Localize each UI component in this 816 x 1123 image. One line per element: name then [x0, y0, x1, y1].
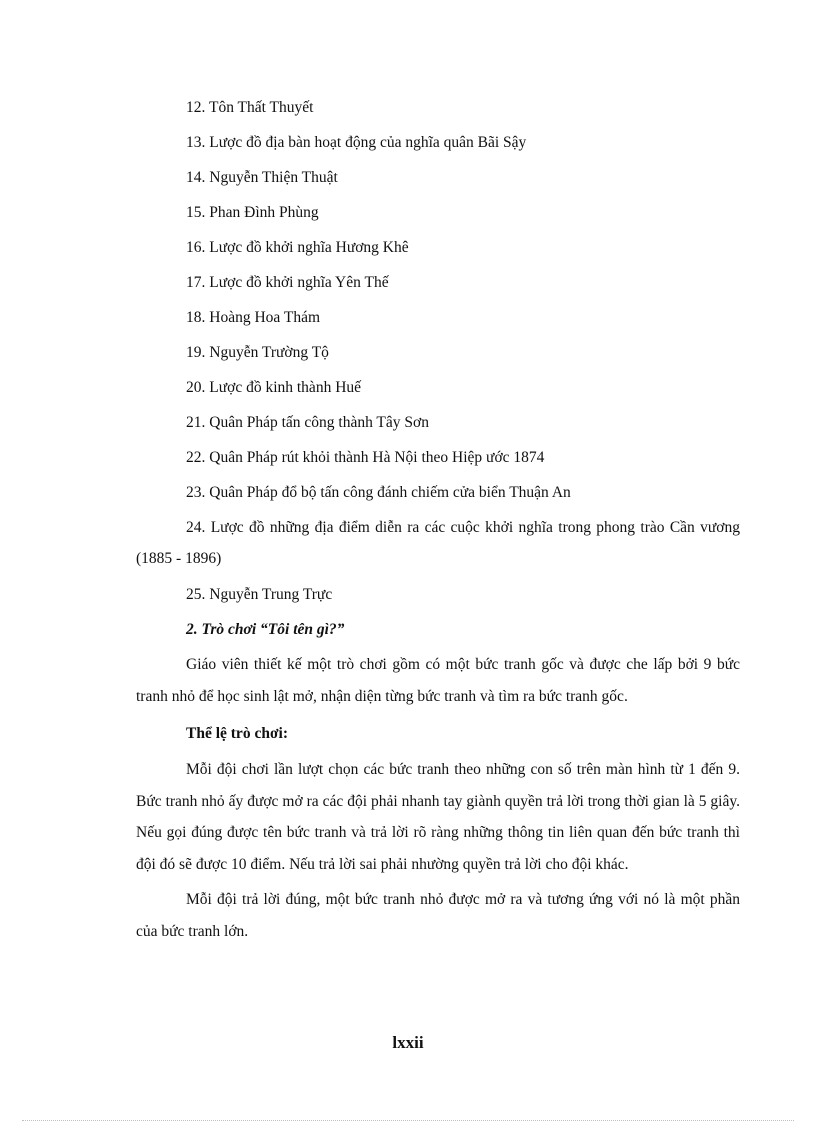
list-item: 13. Lược đồ địa bàn hoạt động của nghĩa quân Bãi Sậy — [186, 134, 527, 151]
rules-paragraph: Mỗi đội chơi lần lượt chọn các bức tranh theo những con số trên màn hình từ 1 đến 9. Bức tranh nhỏ ấy được mở ra các đội phải nhanh tay giành quyền trả lời trong thời gian là 5 giây. Nếu gọi đúng được tên bức tranh và trả lời rõ ràng những thông tin liên quan đến bức tranh thì đội đó sẽ được 10 điểm. Nếu trả lời sai phải nhường quyền trả lời cho đội khác. — [136, 761, 740, 873]
list-item: 19. Nguyễn Trường Tộ — [186, 344, 329, 361]
section-heading: 2. Trò chơi “Tôi tên gì?” — [186, 621, 345, 638]
list-item: 18. Hoàng Hoa Thám — [186, 309, 321, 326]
list-item: 23. Quân Pháp đổ bộ tấn công đánh chiếm cửa biển Thuận An — [186, 484, 571, 501]
page-number: lxxii — [392, 1033, 424, 1052]
list-item: 22. Quân Pháp rút khỏi thành Hà Nội theo Hiệp ước 1874 — [186, 449, 545, 466]
rules-heading: Thể lệ trò chơi: — [186, 725, 288, 742]
list-item: 15. Phan Đình Phùng — [186, 204, 319, 221]
list-item: 24. Lược đồ những địa điểm diễn ra các cuộc khởi nghĩa trong phong trào Cần vương (1885 - 1896) — [136, 519, 740, 567]
content-column — [136, 90, 740, 951]
list-item: 14. Nguyễn Thiện Thuật — [186, 169, 338, 186]
list-item: 16. Lược đồ khởi nghĩa Hương Khê — [186, 239, 409, 256]
list-item: 12. Tôn Thất Thuyết — [186, 99, 314, 116]
rules-paragraph: Mỗi đội trả lời đúng, một bức tranh nhỏ được mở ra và tương ứng với nó là một phần của bức tranh lớn. — [136, 891, 740, 940]
list-item: 20. Lược đồ kinh thành Huế — [186, 379, 362, 396]
intro-paragraph: Giáo viên thiết kế một trò chơi gồm có một bức tranh gốc và được che lấp bởi 9 bức tranh nhỏ để học sinh lật mở, nhận diện từng bức tranh và tìm ra bức tranh gốc. — [136, 656, 740, 705]
list-item: 25. Nguyễn Trung Trực — [186, 586, 333, 603]
list-item: 17. Lược đồ khởi nghĩa Yên Thế — [186, 274, 389, 291]
list-item: 21. Quân Pháp tấn công thành Tây Sơn — [186, 414, 429, 431]
page-bottom-divider — [22, 1120, 794, 1121]
